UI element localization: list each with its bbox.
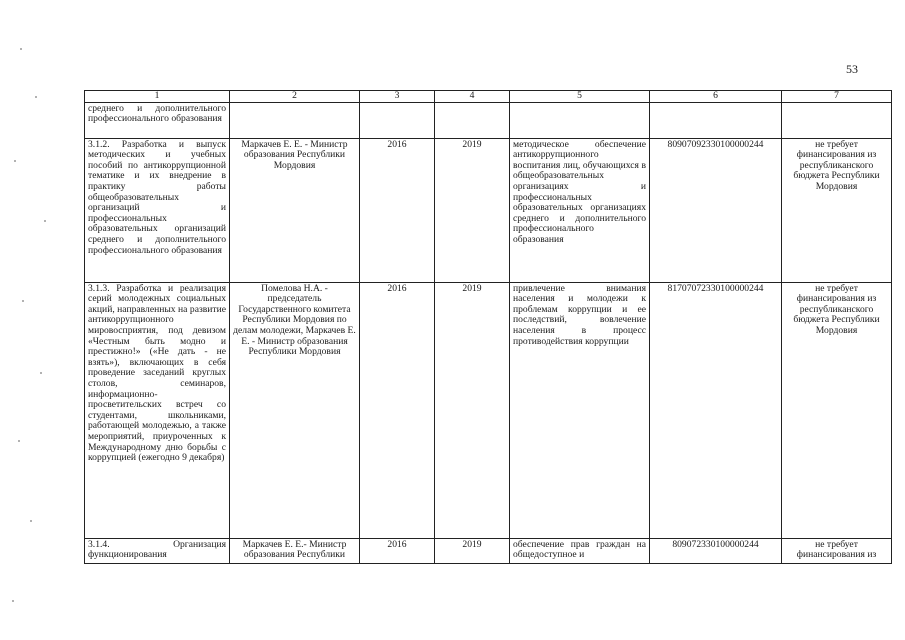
measures-table: [84, 90, 892, 564]
column-header: 7: [782, 91, 892, 103]
end-year-cell: 2019: [435, 282, 510, 538]
result-cell: привлечение внимания населения и молодежи к проблемам коррупции и ее последствий, вовлечение населения в процесс противодействия коррупции: [510, 282, 650, 538]
end-year-cell: 2019: [435, 538, 510, 563]
budget-code-cell: [650, 102, 782, 138]
budget-code-cell: 80907092330100000244: [650, 138, 782, 282]
measure-cell: 3.1.2. Разработка и выпуск методических и учебных пособий по антикоррупционной тематике и их внедрение в практику работы общеобразовательных организаций и профессиональных образовательных организаций среднего и дополнительного профессионального образования: [85, 138, 230, 282]
responsible-cell: Маркачев Е. Е.- Министр образования Республики: [230, 538, 360, 563]
responsible-cell: [230, 102, 360, 138]
column-header: 2: [230, 91, 360, 103]
measure-cell: 3.1.3. Разработка и реализация серий молодежных социальных акций, направленных на развитие антикоррупционного мировосприятия, под девизом «Честным быть модно и престижно!» («Не дать - не взять»), включающих в себя проведение заседаний круглых столов, семинаров, информационно-просветительских встреч со студентами, школьниками, работающей молодежью, а также мероприятий, приуроченных к Международному дню борьбы с коррупцией (ежегодно 9 декабря): [85, 282, 230, 538]
result-cell: обеспечение прав граждан на общедоступное и: [510, 538, 650, 563]
financing-cell: не требует финансирования из: [782, 538, 892, 563]
table-row: [85, 138, 892, 282]
column-header: 1: [85, 91, 230, 103]
column-header: 4: [435, 91, 510, 103]
column-header: 5: [510, 91, 650, 103]
budget-code-cell: 81707072330100000244: [650, 282, 782, 538]
page-number: 53: [846, 62, 858, 76]
financing-cell: не требует финансирования из республиканского бюджета Республики Мордовия: [782, 282, 892, 538]
table-row: [85, 538, 892, 563]
financing-cell: [782, 102, 892, 138]
end-year-cell: 2019: [435, 138, 510, 282]
start-year-cell: 2016: [360, 282, 435, 538]
financing-cell: не требует финансирования из республиканского бюджета Республики Мордовия: [782, 138, 892, 282]
start-year-cell: 2016: [360, 538, 435, 563]
header-row: [85, 91, 892, 103]
column-header: 6: [650, 91, 782, 103]
column-header: 3: [360, 91, 435, 103]
measure-cell: 3.1.4. Организация функционирования: [85, 538, 230, 563]
end-year-cell: [435, 102, 510, 138]
result-cell: методическое обеспечение антикоррупционного воспитания лиц, обучающихся в общеобразовательных организациях и профессиональных образовательных организациях среднего и дополнительного профессионального образования: [510, 138, 650, 282]
table-row: [85, 282, 892, 538]
measure-cell: среднего и дополнительного профессионального образования: [85, 102, 230, 138]
start-year-cell: [360, 102, 435, 138]
scan-margin-marks: [0, 0, 80, 640]
budget-code-cell: 809072330100000244: [650, 538, 782, 563]
responsible-cell: Помелова Н.А. - председатель Государственного комитета Республики Мордовия по делам молодежи, Маркачев Е. Е. - Министр образования Республики Мордовия: [230, 282, 360, 538]
table-row: [85, 102, 892, 138]
start-year-cell: 2016: [360, 138, 435, 282]
responsible-cell: Маркачев Е. Е. - Министр образования Республики Мордовия: [230, 138, 360, 282]
result-cell: [510, 102, 650, 138]
